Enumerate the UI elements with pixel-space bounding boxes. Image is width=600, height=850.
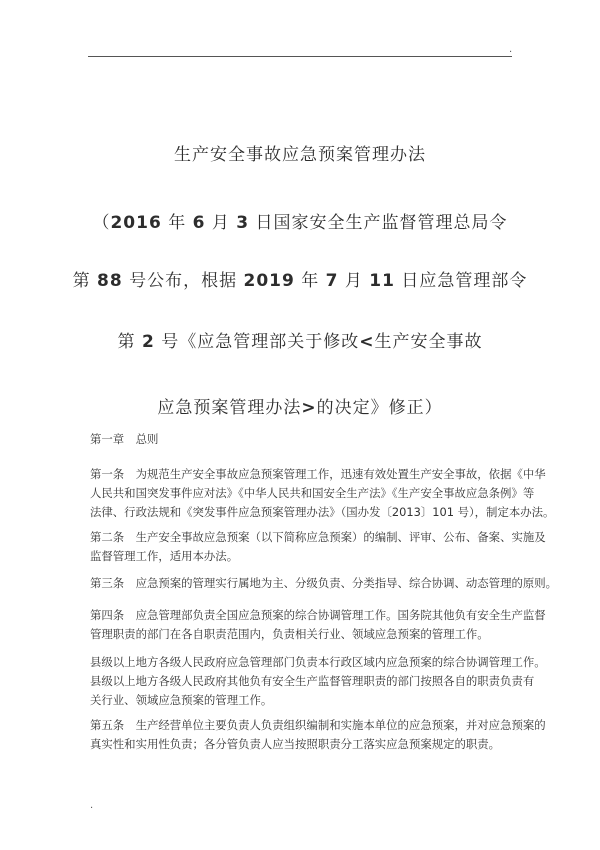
subtitle-line-2: 第 88 号公布，根据 2019 年 7 月 11 日应急管理部令 — [72, 271, 528, 291]
chapter-heading: 第一章 总则 — [90, 432, 159, 446]
subtitle-line-4: 应急预案管理办法>的决定》修正） — [157, 398, 443, 418]
article-2: 第二条 生产安全事故应急预案（以下简称应急预案）的编制、评审、公布、备案、实施及 监督管理工作，适用本办法。 — [90, 530, 546, 563]
header-mark: . — [509, 44, 513, 55]
article-4-paragraph-2: 县级以上地方各级人民政府应急管理部门负责本行政区域内应急预案的综合协调管理工作。 县级以上地方各级人民政府其他负有安全生产监督管理职责的部门按照各自的职责负责有 关行业、领域应急预案的管理工作。 — [90, 655, 546, 707]
subtitle-line-3: 第 2 号《应急管理部关于修改<生产安全事故 — [117, 332, 483, 352]
footer-mark: . — [90, 800, 94, 811]
document-title: 生产安全事故应急预案管理办法 — [174, 145, 426, 165]
article-1: 第一条 为规范生产安全事故应急预案管理工作，迅速有效处置生产安全事故，依据《中华 人民共和国突发事件应对法》《中华人民共和国安全生产法》《生产安全事故应急条例》等 法律、行政法规和《突发事件应急预案管理办法》（国办发〔2013〕101 号），制定本办法。 — [90, 467, 555, 519]
article-4: 第四条 应急管理部负责全国应急预案的综合协调管理工作。国务院其他负有安全生产监督 管理职责的部门在各自职责范围内，负责相关行业、领域应急预案的管理工作。 — [90, 608, 546, 641]
article-3: 第三条 应急预案的管理实行属地为主、分级负责、分类指导、综合协调、动态管理的原则。 — [90, 576, 558, 590]
article-5: 第五条 生产经营单位主要负责人负责组织编制和实施本单位的应急预案，并对应急预案的 真实性和实用性负责；各分管负责人应当按照职责分工落实应急预案规定的职责。 — [90, 718, 546, 751]
subtitle-line-1: （2016 年 6 月 3 日国家安全生产监督管理总局令 — [92, 213, 508, 233]
header-rule — [88, 56, 512, 57]
